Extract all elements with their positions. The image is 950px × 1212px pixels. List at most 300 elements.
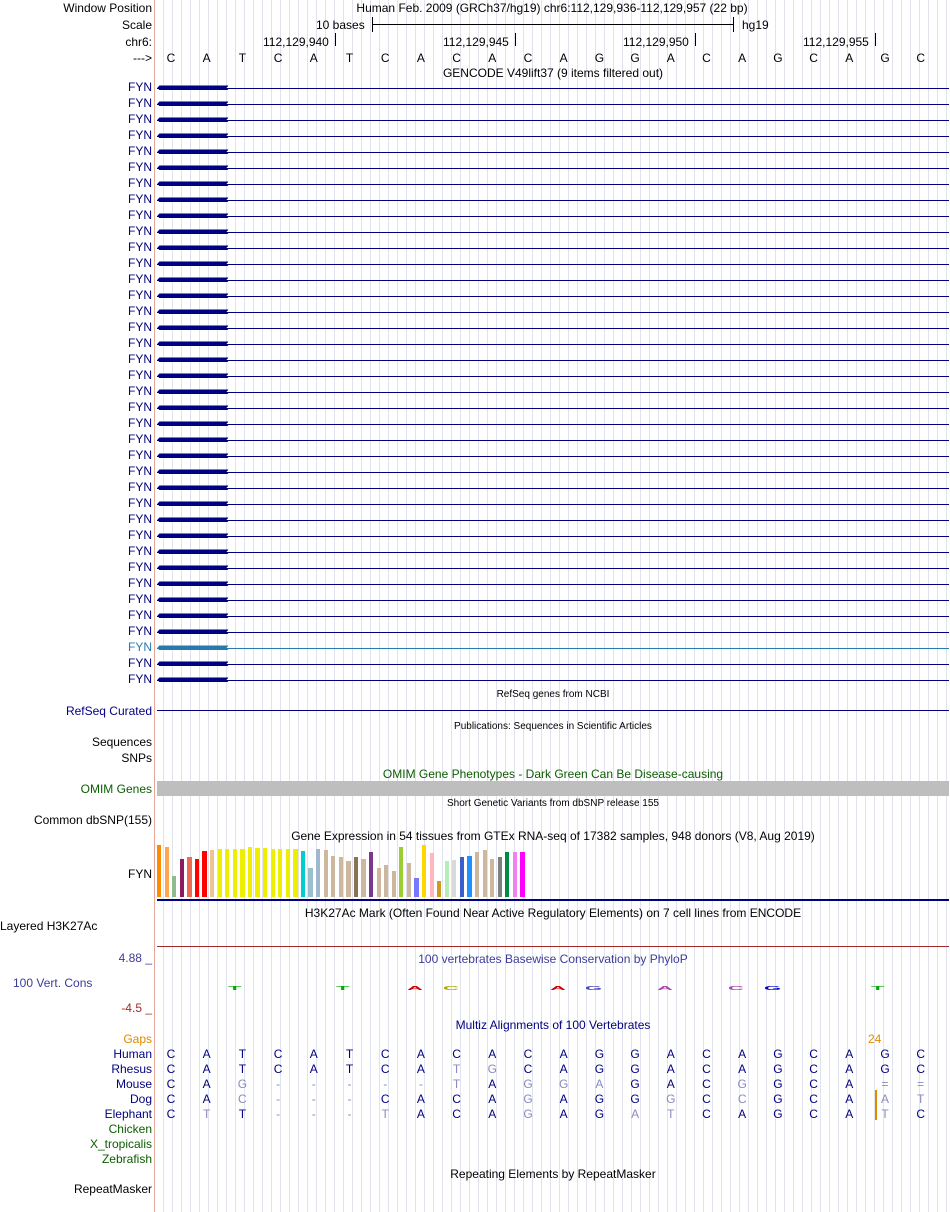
strand-arrows: ‹‹‹‹‹‹‹‹‹‹‹‹‹‹‹‹‹‹‹‹‹‹‹‹‹‹‹‹‹‹‹‹‹‹‹‹‹‹‹‹‹‹‹‹‹‹‹‹‹‹‹‹‹‹‹‹‹‹‹‹‹‹‹‹‹‹‹‹‹‹‹‹‹‹‹‹‹‹‹‹‹‹‹‹‹‹‹‹‹‹‹‹‹‹‹‹‹‹‹‹‹‹‹‹‹‹‹‹‹‹‹‹‹‹‹‹‹‹‹‹‹‹‹‹‹‹‹‹‹‹‹‹‹‹‹‹‹‹‹‹‹‹‹‹‹‹‹‹‹‹‹‹‹‹‹‹‹‹‹‹‹‹‹‹‹‹‹‹‹‹‹‹‹‹‹‹‹‹‹‹‹‹‹‹‹‹‹‹‹‹‹‹‹‹‹‹‹‹‹‹‹‹‹‹‹‹‹‹‹‹‹‹‹‹‹‹‹‹‹‹‹‹‹‹‹‹‹‹‹‹‹‹‹‹‹‹‹‹‹‹‹‹‹‹‹‹‹‹‹‹‹‹‹‹‹‹‹‹‹‹ xyxy=(157,226,226,238)
gencode-transcript[interactable] xyxy=(157,417,949,433)
gtex-tissue-bar[interactable] xyxy=(414,878,418,897)
gtex-tissue-bar[interactable] xyxy=(467,856,471,897)
gencode-transcript[interactable] xyxy=(157,577,949,593)
gencode-transcript[interactable] xyxy=(157,529,949,545)
base-letter: A xyxy=(488,51,497,65)
gencode-row-label[interactable]: FYN xyxy=(128,80,152,94)
aligned-base: = xyxy=(917,1077,925,1091)
gencode-transcript[interactable] xyxy=(157,385,949,401)
phylop-logo-letter: A xyxy=(549,985,566,992)
dbsnp-track-title[interactable]: Short Genetic Variants from dbSNP release 155 xyxy=(447,798,659,809)
aligned-base: C xyxy=(380,1092,390,1106)
gencode-row-label[interactable]: FYN xyxy=(128,576,152,590)
refseq-curated-label[interactable]: RefSeq Curated xyxy=(65,704,152,718)
aligned-base: C xyxy=(809,1077,818,1091)
gencode-row-label[interactable]: FYN xyxy=(128,176,152,190)
gtex-tissue-bar[interactable] xyxy=(225,849,229,897)
gencode-transcript[interactable] xyxy=(157,353,949,369)
gencode-row-label[interactable]: FYN xyxy=(128,352,152,366)
strand-arrows: ‹‹‹‹‹‹‹‹‹‹‹‹‹‹‹‹‹‹‹‹‹‹‹‹‹‹‹‹‹‹‹‹‹‹‹‹‹‹‹‹‹‹‹‹‹‹‹‹‹‹‹‹‹‹‹‹‹‹‹‹‹‹‹‹‹‹‹‹‹‹‹‹‹‹‹‹‹‹‹‹‹‹‹‹‹‹‹‹‹‹‹‹‹‹‹‹‹‹‹‹‹‹‹‹‹‹‹‹‹‹‹‹‹‹‹‹‹‹‹‹‹‹‹‹‹‹‹‹‹‹‹‹‹‹‹‹‹‹‹‹‹‹‹‹‹‹‹‹‹‹‹‹‹‹‹‹‹‹‹‹‹‹‹‹‹‹‹‹‹‹‹‹‹‹‹‹‹‹‹‹‹‹‹‹‹‹‹‹‹‹‹‹‹‹‹‹‹‹‹‹‹‹‹‹‹‹‹‹‹‹‹‹‹‹‹‹‹‹‹‹‹‹‹‹‹‹‹‹‹‹‹‹‹‹‹‹‹‹‹‹‹‹‹‹‹‹‹‹‹‹‹‹‹‹‹‹‹‹‹‹ xyxy=(157,242,226,254)
scale-label: Scale xyxy=(121,18,152,32)
base-letter: A xyxy=(738,51,747,65)
aligned-base: T xyxy=(881,1107,889,1121)
gtex-tissue-bar[interactable] xyxy=(399,847,403,897)
gtex-tissue-bar[interactable] xyxy=(430,853,434,897)
base-letter: C xyxy=(702,51,711,65)
phylop-logo-letter: C xyxy=(442,985,459,992)
gtex-tissue-bar[interactable] xyxy=(445,861,449,897)
aligned-base: T xyxy=(238,1062,247,1076)
gencode-row-label[interactable]: FYN xyxy=(128,192,152,206)
aligned-base: T xyxy=(381,1107,389,1121)
aligned-base: T xyxy=(238,1047,247,1061)
phylop-logo-letter: C xyxy=(728,985,745,992)
aligned-base: T xyxy=(203,1107,211,1121)
aligned-base: A xyxy=(488,1107,497,1121)
gencode-row-label[interactable]: FYN xyxy=(128,256,152,270)
gencode-transcript[interactable] xyxy=(157,81,949,97)
aligned-base: G xyxy=(487,1062,497,1076)
aligned-base: T xyxy=(345,1047,354,1061)
gtex-tissue-bar[interactable] xyxy=(346,861,350,897)
aligned-base: - xyxy=(418,1077,423,1091)
gencode-row-label[interactable]: FYN xyxy=(128,416,152,430)
gtex-tissue-bar[interactable] xyxy=(172,876,176,897)
aligned-base: G xyxy=(630,1047,640,1061)
gencode-row-label[interactable]: FYN xyxy=(128,288,152,302)
gtex-tissue-bar[interactable] xyxy=(475,852,479,897)
gtex-tissue-bar[interactable] xyxy=(377,868,381,897)
aligned-base: C xyxy=(702,1092,711,1106)
strand-arrows: ‹‹‹‹‹‹‹‹‹‹‹‹‹‹‹‹‹‹‹‹‹‹‹‹‹‹‹‹‹‹‹‹‹‹‹‹‹‹‹‹‹‹‹‹‹‹‹‹‹‹‹‹‹‹‹‹‹‹‹‹‹‹‹‹‹‹‹‹‹‹‹‹‹‹‹‹‹‹‹‹‹‹‹‹‹‹‹‹‹‹‹‹‹‹‹‹‹‹‹‹‹‹‹‹‹‹‹‹‹‹‹‹‹‹‹‹‹‹‹‹‹‹‹‹‹‹‹‹‹‹‹‹‹‹‹‹‹‹‹‹‹‹‹‹‹‹‹‹‹‹‹‹‹‹‹‹‹‹‹‹‹‹‹‹‹‹‹‹‹‹‹‹‹‹‹‹‹‹‹‹‹‹‹‹‹‹‹‹‹‹‹‹‹‹‹‹‹‹‹‹‹‹‹‹‹‹‹‹‹‹‹‹‹‹‹‹‹‹‹‹‹‹‹‹‹‹‹‹‹‹‹‹‹‹‹‹‹‹‹‹‹‹‹‹‹‹‹‹‹‹‹‹‹‹‹‹‹‹‹‹ xyxy=(157,610,226,622)
species-label[interactable]: Zebrafish xyxy=(101,1152,152,1166)
scale-bar-right-tick xyxy=(733,17,734,32)
aligned-base: C xyxy=(380,1062,390,1076)
aligned-base: C xyxy=(737,1092,747,1106)
gtex-tissue-bar[interactable] xyxy=(407,863,411,897)
aligned-base: C xyxy=(916,1107,926,1121)
gtex-tissue-bar[interactable] xyxy=(361,859,365,897)
aligned-base: G xyxy=(630,1062,640,1076)
strand-arrows: ‹‹‹‹‹‹‹‹‹‹‹‹‹‹‹‹‹‹‹‹‹‹‹‹‹‹‹‹‹‹‹‹‹‹‹‹‹‹‹‹‹‹‹‹‹‹‹‹‹‹‹‹‹‹‹‹‹‹‹‹‹‹‹‹‹‹‹‹‹‹‹‹‹‹‹‹‹‹‹‹‹‹‹‹‹‹‹‹‹‹‹‹‹‹‹‹‹‹‹‹‹‹‹‹‹‹‹‹‹‹‹‹‹‹‹‹‹‹‹‹‹‹‹‹‹‹‹‹‹‹‹‹‹‹‹‹‹‹‹‹‹‹‹‹‹‹‹‹‹‹‹‹‹‹‹‹‹‹‹‹‹‹‹‹‹‹‹‹‹‹‹‹‹‹‹‹‹‹‹‹‹‹‹‹‹‹‹‹‹‹‹‹‹‹‹‹‹‹‹‹‹‹‹‹‹‹‹‹‹‹‹‹‹‹‹‹‹‹‹‹‹‹‹‹‹‹‹‹‹‹‹‹‹‹‹‹‹‹‹‹‹‹‹‹‹‹‹‹‹‹‹‹‹‹‹‹‹‹‹‹ xyxy=(157,82,226,94)
aligned-base: C xyxy=(452,1047,461,1061)
gtex-tissue-bar[interactable] xyxy=(452,860,456,897)
aligned-base: C xyxy=(166,1107,176,1121)
gencode-transcript[interactable] xyxy=(157,145,949,161)
gtex-tissue-bar[interactable] xyxy=(195,859,199,897)
strand-arrows: ‹‹‹‹‹‹‹‹‹‹‹‹‹‹‹‹‹‹‹‹‹‹‹‹‹‹‹‹‹‹‹‹‹‹‹‹‹‹‹‹‹‹‹‹‹‹‹‹‹‹‹‹‹‹‹‹‹‹‹‹‹‹‹‹‹‹‹‹‹‹‹‹‹‹‹‹‹‹‹‹‹‹‹‹‹‹‹‹‹‹‹‹‹‹‹‹‹‹‹‹‹‹‹‹‹‹‹‹‹‹‹‹‹‹‹‹‹‹‹‹‹‹‹‹‹‹‹‹‹‹‹‹‹‹‹‹‹‹‹‹‹‹‹‹‹‹‹‹‹‹‹‹‹‹‹‹‹‹‹‹‹‹‹‹‹‹‹‹‹‹‹‹‹‹‹‹‹‹‹‹‹‹‹‹‹‹‹‹‹‹‹‹‹‹‹‹‹‹‹‹‹‹‹‹‹‹‹‹‹‹‹‹‹‹‹‹‹‹‹‹‹‹‹‹‹‹‹‹‹‹‹‹‹‹‹‹‹‹‹‹‹‹‹‹‹‹‹‹‹‹‹‹‹‹‹‹‹‹‹‹ xyxy=(157,146,226,158)
gencode-transcript[interactable] xyxy=(157,209,949,225)
aligned-base: C xyxy=(166,1077,176,1091)
gtex-tissue-bar[interactable] xyxy=(392,871,396,897)
aligned-base: A xyxy=(631,1107,640,1121)
gencode-row-label[interactable]: FYN xyxy=(128,528,152,542)
gtex-tissue-bar[interactable] xyxy=(505,852,509,897)
gencode-transcript[interactable] xyxy=(157,177,949,193)
strand-arrows: ‹‹‹‹‹‹‹‹‹‹‹‹‹‹‹‹‹‹‹‹‹‹‹‹‹‹‹‹‹‹‹‹‹‹‹‹‹‹‹‹‹‹‹‹‹‹‹‹‹‹‹‹‹‹‹‹‹‹‹‹‹‹‹‹‹‹‹‹‹‹‹‹‹‹‹‹‹‹‹‹‹‹‹‹‹‹‹‹‹‹‹‹‹‹‹‹‹‹‹‹‹‹‹‹‹‹‹‹‹‹‹‹‹‹‹‹‹‹‹‹‹‹‹‹‹‹‹‹‹‹‹‹‹‹‹‹‹‹‹‹‹‹‹‹‹‹‹‹‹‹‹‹‹‹‹‹‹‹‹‹‹‹‹‹‹‹‹‹‹‹‹‹‹‹‹‹‹‹‹‹‹‹‹‹‹‹‹‹‹‹‹‹‹‹‹‹‹‹‹‹‹‹‹‹‹‹‹‹‹‹‹‹‹‹‹‹‹‹‹‹‹‹‹‹‹‹‹‹‹‹‹‹‹‹‹‹‹‹‹‹‹‹‹‹‹‹‹‹‹‹‹‹‹‹‹‹‹‹‹‹ xyxy=(157,402,226,414)
position-tick-1 xyxy=(335,33,336,46)
gtex-tissue-bar[interactable] xyxy=(187,857,191,897)
aligned-base: - xyxy=(311,1107,316,1121)
gtex-tissue-bar[interactable] xyxy=(301,851,305,897)
gencode-row-label[interactable]: FYN xyxy=(128,592,152,606)
h3k27ac-track-title[interactable]: H3K27Ac Mark (Often Found Near Active Regulatory Elements) on 7 cell lines from ENCODE xyxy=(304,906,802,920)
gencode-row-label[interactable]: FYN xyxy=(128,480,152,494)
gtex-tissue-bar[interactable] xyxy=(255,848,259,897)
aligned-base: C xyxy=(166,1092,176,1106)
phylop-track-label[interactable]: 100 Vert. Cons xyxy=(13,976,93,990)
gtex-tissue-bar[interactable] xyxy=(248,847,252,897)
aligned-base: G xyxy=(559,1077,569,1091)
gencode-transcript[interactable] xyxy=(157,289,949,305)
gencode-transcript[interactable] xyxy=(157,305,949,321)
strand-arrows: ‹‹‹‹‹‹‹‹‹‹‹‹‹‹‹‹‹‹‹‹‹‹‹‹‹‹‹‹‹‹‹‹‹‹‹‹‹‹‹‹‹‹‹‹‹‹‹‹‹‹‹‹‹‹‹‹‹‹‹‹‹‹‹‹‹‹‹‹‹‹‹‹‹‹‹‹‹‹‹‹‹‹‹‹‹‹‹‹‹‹‹‹‹‹‹‹‹‹‹‹‹‹‹‹‹‹‹‹‹‹‹‹‹‹‹‹‹‹‹‹‹‹‹‹‹‹‹‹‹‹‹‹‹‹‹‹‹‹‹‹‹‹‹‹‹‹‹‹‹‹‹‹‹‹‹‹‹‹‹‹‹‹‹‹‹‹‹‹‹‹‹‹‹‹‹‹‹‹‹‹‹‹‹‹‹‹‹‹‹‹‹‹‹‹‹‹‹‹‹‹‹‹‹‹‹‹‹‹‹‹‹‹‹‹‹‹‹‹‹‹‹‹‹‹‹‹‹‹‹‹‹‹‹‹‹‹‹‹‹‹‹‹‹‹‹‹‹‹‹‹‹‹‹‹‹‹‹‹‹‹ xyxy=(157,338,226,350)
aligned-base: A xyxy=(202,1092,211,1106)
strand-arrows: ‹‹‹‹‹‹‹‹‹‹‹‹‹‹‹‹‹‹‹‹‹‹‹‹‹‹‹‹‹‹‹‹‹‹‹‹‹‹‹‹‹‹‹‹‹‹‹‹‹‹‹‹‹‹‹‹‹‹‹‹‹‹‹‹‹‹‹‹‹‹‹‹‹‹‹‹‹‹‹‹‹‹‹‹‹‹‹‹‹‹‹‹‹‹‹‹‹‹‹‹‹‹‹‹‹‹‹‹‹‹‹‹‹‹‹‹‹‹‹‹‹‹‹‹‹‹‹‹‹‹‹‹‹‹‹‹‹‹‹‹‹‹‹‹‹‹‹‹‹‹‹‹‹‹‹‹‹‹‹‹‹‹‹‹‹‹‹‹‹‹‹‹‹‹‹‹‹‹‹‹‹‹‹‹‹‹‹‹‹‹‹‹‹‹‹‹‹‹‹‹‹‹‹‹‹‹‹‹‹‹‹‹‹‹‹‹‹‹‹‹‹‹‹‹‹‹‹‹‹‹‹‹‹‹‹‹‹‹‹‹‹‹‹‹‹‹‹‹‹‹‹‹‹‹‹‹‹‹‹‹ xyxy=(157,578,226,590)
gencode-row-label[interactable]: FYN xyxy=(128,304,152,318)
aligned-base: - xyxy=(347,1107,352,1121)
aligned-base: A xyxy=(559,1107,568,1121)
base-letter: C xyxy=(809,51,818,65)
strand-arrows: ‹‹‹‹‹‹‹‹‹‹‹‹‹‹‹‹‹‹‹‹‹‹‹‹‹‹‹‹‹‹‹‹‹‹‹‹‹‹‹‹‹‹‹‹‹‹‹‹‹‹‹‹‹‹‹‹‹‹‹‹‹‹‹‹‹‹‹‹‹‹‹‹‹‹‹‹‹‹‹‹‹‹‹‹‹‹‹‹‹‹‹‹‹‹‹‹‹‹‹‹‹‹‹‹‹‹‹‹‹‹‹‹‹‹‹‹‹‹‹‹‹‹‹‹‹‹‹‹‹‹‹‹‹‹‹‹‹‹‹‹‹‹‹‹‹‹‹‹‹‹‹‹‹‹‹‹‹‹‹‹‹‹‹‹‹‹‹‹‹‹‹‹‹‹‹‹‹‹‹‹‹‹‹‹‹‹‹‹‹‹‹‹‹‹‹‹‹‹‹‹‹‹‹‹‹‹‹‹‹‹‹‹‹‹‹‹‹‹‹‹‹‹‹‹‹‹‹‹‹‹‹‹‹‹‹‹‹‹‹‹‹‹‹‹‹‹‹‹‹‹‹‹‹‹‹‹‹‹‹‹ xyxy=(157,562,226,574)
gtex-tissue-bar[interactable] xyxy=(240,849,244,897)
aligned-base: A xyxy=(416,1107,425,1121)
gtex-tissue-bar[interactable] xyxy=(384,865,388,897)
gencode-transcript[interactable] xyxy=(157,401,949,417)
gencode-row-label[interactable]: FYN xyxy=(128,368,152,382)
aligned-base: G xyxy=(594,1047,605,1061)
strand-arrows: ‹‹‹‹‹‹‹‹‹‹‹‹‹‹‹‹‹‹‹‹‹‹‹‹‹‹‹‹‹‹‹‹‹‹‹‹‹‹‹‹‹‹‹‹‹‹‹‹‹‹‹‹‹‹‹‹‹‹‹‹‹‹‹‹‹‹‹‹‹‹‹‹‹‹‹‹‹‹‹‹‹‹‹‹‹‹‹‹‹‹‹‹‹‹‹‹‹‹‹‹‹‹‹‹‹‹‹‹‹‹‹‹‹‹‹‹‹‹‹‹‹‹‹‹‹‹‹‹‹‹‹‹‹‹‹‹‹‹‹‹‹‹‹‹‹‹‹‹‹‹‹‹‹‹‹‹‹‹‹‹‹‹‹‹‹‹‹‹‹‹‹‹‹‹‹‹‹‹‹‹‹‹‹‹‹‹‹‹‹‹‹‹‹‹‹‹‹‹‹‹‹‹‹‹‹‹‹‹‹‹‹‹‹‹‹‹‹‹‹‹‹‹‹‹‹‹‹‹‹‹‹‹‹‹‹‹‹‹‹‹‹‹‹‹‹‹‹‹‹‹‹‹‹‹‹‹‹‹‹‹ xyxy=(157,450,226,462)
aligned-base: G xyxy=(773,1077,783,1091)
gencode-row-label[interactable]: FYN xyxy=(128,384,152,398)
aligned-base: A xyxy=(488,1047,497,1061)
aligned-base: A xyxy=(666,1047,675,1061)
phylop-logo-letter: G xyxy=(585,985,603,992)
gencode-transcript[interactable] xyxy=(157,273,949,289)
gencode-transcript[interactable] xyxy=(157,369,949,385)
base-letter: C xyxy=(916,51,926,65)
gtex-tissue-bar[interactable] xyxy=(422,845,426,897)
strand-arrows: ‹‹‹‹‹‹‹‹‹‹‹‹‹‹‹‹‹‹‹‹‹‹‹‹‹‹‹‹‹‹‹‹‹‹‹‹‹‹‹‹‹‹‹‹‹‹‹‹‹‹‹‹‹‹‹‹‹‹‹‹‹‹‹‹‹‹‹‹‹‹‹‹‹‹‹‹‹‹‹‹‹‹‹‹‹‹‹‹‹‹‹‹‹‹‹‹‹‹‹‹‹‹‹‹‹‹‹‹‹‹‹‹‹‹‹‹‹‹‹‹‹‹‹‹‹‹‹‹‹‹‹‹‹‹‹‹‹‹‹‹‹‹‹‹‹‹‹‹‹‹‹‹‹‹‹‹‹‹‹‹‹‹‹‹‹‹‹‹‹‹‹‹‹‹‹‹‹‹‹‹‹‹‹‹‹‹‹‹‹‹‹‹‹‹‹‹‹‹‹‹‹‹‹‹‹‹‹‹‹‹‹‹‹‹‹‹‹‹‹‹‹‹‹‹‹‹‹‹‹‹‹‹‹‹‹‹‹‹‹‹‹‹‹‹‹‹‹‹‹‹‹‹‹‹‹‹‹‹‹‹ xyxy=(157,162,226,174)
gencode-row-label[interactable]: FYN xyxy=(128,640,152,654)
gencode-transcript[interactable] xyxy=(157,433,949,449)
gencode-row-label[interactable]: FYN xyxy=(128,624,152,638)
strand-arrows: ‹‹‹‹‹‹‹‹‹‹‹‹‹‹‹‹‹‹‹‹‹‹‹‹‹‹‹‹‹‹‹‹‹‹‹‹‹‹‹‹‹‹‹‹‹‹‹‹‹‹‹‹‹‹‹‹‹‹‹‹‹‹‹‹‹‹‹‹‹‹‹‹‹‹‹‹‹‹‹‹‹‹‹‹‹‹‹‹‹‹‹‹‹‹‹‹‹‹‹‹‹‹‹‹‹‹‹‹‹‹‹‹‹‹‹‹‹‹‹‹‹‹‹‹‹‹‹‹‹‹‹‹‹‹‹‹‹‹‹‹‹‹‹‹‹‹‹‹‹‹‹‹‹‹‹‹‹‹‹‹‹‹‹‹‹‹‹‹‹‹‹‹‹‹‹‹‹‹‹‹‹‹‹‹‹‹‹‹‹‹‹‹‹‹‹‹‹‹‹‹‹‹‹‹‹‹‹‹‹‹‹‹‹‹‹‹‹‹‹‹‹‹‹‹‹‹‹‹‹‹‹‹‹‹‹‹‹‹‹‹‹‹‹‹‹‹‹‹‹‹‹‹‹‹‹‹‹‹‹‹ xyxy=(157,514,226,526)
publications-sequences-label[interactable]: Sequences xyxy=(91,735,152,749)
gtex-tissue-bar[interactable] xyxy=(339,857,343,897)
gencode-row-label[interactable]: FYN xyxy=(128,224,152,238)
gencode-row-label[interactable]: FYN xyxy=(128,272,152,286)
gencode-row-label[interactable]: FYN xyxy=(128,448,152,462)
gencode-row-label[interactable]: FYN xyxy=(128,656,152,670)
gaps-value: 24 xyxy=(868,1032,882,1046)
gencode-track-title[interactable]: GENCODE V49lift37 (9 items filtered out) xyxy=(442,66,664,80)
repeatmasker-track-title[interactable]: Repeating Elements by RepeatMasker xyxy=(450,1167,656,1181)
aligned-base: T xyxy=(238,1107,247,1121)
aligned-base: - xyxy=(347,1077,352,1091)
base-letter: C xyxy=(452,51,461,65)
gencode-row-label[interactable]: FYN xyxy=(128,400,152,414)
aligned-base: C xyxy=(380,1047,390,1061)
gencode-row-label[interactable]: FYN xyxy=(128,128,152,142)
phylop-logo-letter: T xyxy=(871,985,885,992)
gencode-transcript[interactable] xyxy=(157,129,949,145)
gtex-tissue-bar[interactable] xyxy=(233,849,237,897)
common-dbsnp-label[interactable]: Common dbSNP(155) xyxy=(33,813,152,827)
sidebar-separator xyxy=(154,0,155,1212)
aligned-base: G xyxy=(594,1062,605,1076)
aligned-base: A xyxy=(488,1092,497,1106)
base-letter: G xyxy=(630,51,640,65)
gencode-row-label[interactable]: FYN xyxy=(128,96,152,110)
aligned-base: T xyxy=(452,1077,461,1091)
aligned-base: - xyxy=(311,1092,316,1106)
omim-gene-bar[interactable] xyxy=(157,781,949,796)
gencode-row-label[interactable]: FYN xyxy=(128,160,152,174)
aligned-base: C xyxy=(166,1062,176,1076)
aligned-base: A xyxy=(559,1092,568,1106)
gencode-transcript[interactable] xyxy=(157,545,949,561)
gtex-tissue-bar[interactable] xyxy=(271,849,275,897)
aligned-base: G xyxy=(773,1107,783,1121)
aligned-base: T xyxy=(345,1062,354,1076)
gtex-tissue-bar[interactable] xyxy=(331,856,335,897)
h3k27ac-signal-baseline xyxy=(157,946,949,947)
strand-arrows: ‹‹‹‹‹‹‹‹‹‹‹‹‹‹‹‹‹‹‹‹‹‹‹‹‹‹‹‹‹‹‹‹‹‹‹‹‹‹‹‹‹‹‹‹‹‹‹‹‹‹‹‹‹‹‹‹‹‹‹‹‹‹‹‹‹‹‹‹‹‹‹‹‹‹‹‹‹‹‹‹‹‹‹‹‹‹‹‹‹‹‹‹‹‹‹‹‹‹‹‹‹‹‹‹‹‹‹‹‹‹‹‹‹‹‹‹‹‹‹‹‹‹‹‹‹‹‹‹‹‹‹‹‹‹‹‹‹‹‹‹‹‹‹‹‹‹‹‹‹‹‹‹‹‹‹‹‹‹‹‹‹‹‹‹‹‹‹‹‹‹‹‹‹‹‹‹‹‹‹‹‹‹‹‹‹‹‹‹‹‹‹‹‹‹‹‹‹‹‹‹‹‹‹‹‹‹‹‹‹‹‹‹‹‹‹‹‹‹‹‹‹‹‹‹‹‹‹‹‹‹‹‹‹‹‹‹‹‹‹‹‹‹‹‹‹‹‹‹‹‹‹‹‹‹‹‹‹‹‹‹ xyxy=(157,114,226,126)
aligned-base: C xyxy=(452,1107,461,1121)
aligned-base: A xyxy=(845,1047,854,1061)
gencode-transcript[interactable] xyxy=(157,193,949,209)
strand-arrows: ‹‹‹‹‹‹‹‹‹‹‹‹‹‹‹‹‹‹‹‹‹‹‹‹‹‹‹‹‹‹‹‹‹‹‹‹‹‹‹‹‹‹‹‹‹‹‹‹‹‹‹‹‹‹‹‹‹‹‹‹‹‹‹‹‹‹‹‹‹‹‹‹‹‹‹‹‹‹‹‹‹‹‹‹‹‹‹‹‹‹‹‹‹‹‹‹‹‹‹‹‹‹‹‹‹‹‹‹‹‹‹‹‹‹‹‹‹‹‹‹‹‹‹‹‹‹‹‹‹‹‹‹‹‹‹‹‹‹‹‹‹‹‹‹‹‹‹‹‹‹‹‹‹‹‹‹‹‹‹‹‹‹‹‹‹‹‹‹‹‹‹‹‹‹‹‹‹‹‹‹‹‹‹‹‹‹‹‹‹‹‹‹‹‹‹‹‹‹‹‹‹‹‹‹‹‹‹‹‹‹‹‹‹‹‹‹‹‹‹‹‹‹‹‹‹‹‹‹‹‹‹‹‹‹‹‹‹‹‹‹‹‹‹‹‹‹‹‹‹‹‹‹‹‹‹‹‹‹‹‹ xyxy=(157,674,226,686)
aligned-base: - xyxy=(311,1077,316,1091)
gtex-tissue-bar[interactable] xyxy=(218,849,222,897)
strand-arrows: ‹‹‹‹‹‹‹‹‹‹‹‹‹‹‹‹‹‹‹‹‹‹‹‹‹‹‹‹‹‹‹‹‹‹‹‹‹‹‹‹‹‹‹‹‹‹‹‹‹‹‹‹‹‹‹‹‹‹‹‹‹‹‹‹‹‹‹‹‹‹‹‹‹‹‹‹‹‹‹‹‹‹‹‹‹‹‹‹‹‹‹‹‹‹‹‹‹‹‹‹‹‹‹‹‹‹‹‹‹‹‹‹‹‹‹‹‹‹‹‹‹‹‹‹‹‹‹‹‹‹‹‹‹‹‹‹‹‹‹‹‹‹‹‹‹‹‹‹‹‹‹‹‹‹‹‹‹‹‹‹‹‹‹‹‹‹‹‹‹‹‹‹‹‹‹‹‹‹‹‹‹‹‹‹‹‹‹‹‹‹‹‹‹‹‹‹‹‹‹‹‹‹‹‹‹‹‹‹‹‹‹‹‹‹‹‹‹‹‹‹‹‹‹‹‹‹‹‹‹‹‹‹‹‹‹‹‹‹‹‹‹‹‹‹‹‹‹‹‹‹‹‹‹‹‹‹‹‹‹‹ xyxy=(157,482,226,494)
strand-arrows: ‹‹‹‹‹‹‹‹‹‹‹‹‹‹‹‹‹‹‹‹‹‹‹‹‹‹‹‹‹‹‹‹‹‹‹‹‹‹‹‹‹‹‹‹‹‹‹‹‹‹‹‹‹‹‹‹‹‹‹‹‹‹‹‹‹‹‹‹‹‹‹‹‹‹‹‹‹‹‹‹‹‹‹‹‹‹‹‹‹‹‹‹‹‹‹‹‹‹‹‹‹‹‹‹‹‹‹‹‹‹‹‹‹‹‹‹‹‹‹‹‹‹‹‹‹‹‹‹‹‹‹‹‹‹‹‹‹‹‹‹‹‹‹‹‹‹‹‹‹‹‹‹‹‹‹‹‹‹‹‹‹‹‹‹‹‹‹‹‹‹‹‹‹‹‹‹‹‹‹‹‹‹‹‹‹‹‹‹‹‹‹‹‹‹‹‹‹‹‹‹‹‹‹‹‹‹‹‹‹‹‹‹‹‹‹‹‹‹‹‹‹‹‹‹‹‹‹‹‹‹‹‹‹‹‹‹‹‹‹‹‹‹‹‹‹‹‹‹‹‹‹‹‹‹‹‹‹‹‹‹ xyxy=(157,546,226,558)
aligned-base: A xyxy=(845,1062,854,1076)
gencode-transcript[interactable] xyxy=(157,161,949,177)
gencode-row-label[interactable]: FYN xyxy=(128,240,152,254)
aligned-base: A xyxy=(488,1077,497,1091)
base-letter: T xyxy=(345,51,354,65)
strand-arrows: ‹‹‹‹‹‹‹‹‹‹‹‹‹‹‹‹‹‹‹‹‹‹‹‹‹‹‹‹‹‹‹‹‹‹‹‹‹‹‹‹‹‹‹‹‹‹‹‹‹‹‹‹‹‹‹‹‹‹‹‹‹‹‹‹‹‹‹‹‹‹‹‹‹‹‹‹‹‹‹‹‹‹‹‹‹‹‹‹‹‹‹‹‹‹‹‹‹‹‹‹‹‹‹‹‹‹‹‹‹‹‹‹‹‹‹‹‹‹‹‹‹‹‹‹‹‹‹‹‹‹‹‹‹‹‹‹‹‹‹‹‹‹‹‹‹‹‹‹‹‹‹‹‹‹‹‹‹‹‹‹‹‹‹‹‹‹‹‹‹‹‹‹‹‹‹‹‹‹‹‹‹‹‹‹‹‹‹‹‹‹‹‹‹‹‹‹‹‹‹‹‹‹‹‹‹‹‹‹‹‹‹‹‹‹‹‹‹‹‹‹‹‹‹‹‹‹‹‹‹‹‹‹‹‹‹‹‹‹‹‹‹‹‹‹‹‹‹‹‹‹‹‹‹‹‹‹‹‹‹‹ xyxy=(157,626,226,638)
gencode-row-label[interactable]: FYN xyxy=(128,544,152,558)
gencode-transcript[interactable] xyxy=(157,593,949,609)
base-letter: A xyxy=(559,51,568,65)
gtex-tissue-bar[interactable] xyxy=(513,852,517,897)
gtex-tissue-bar[interactable] xyxy=(369,852,373,897)
gtex-tissue-bar[interactable] xyxy=(316,849,320,897)
species-label[interactable]: Chicken xyxy=(108,1122,152,1136)
gaps-label: Gaps xyxy=(123,1032,152,1046)
gencode-transcript[interactable] xyxy=(157,321,949,337)
aligned-base: G xyxy=(737,1077,747,1091)
strand-arrows: ‹‹‹‹‹‹‹‹‹‹‹‹‹‹‹‹‹‹‹‹‹‹‹‹‹‹‹‹‹‹‹‹‹‹‹‹‹‹‹‹‹‹‹‹‹‹‹‹‹‹‹‹‹‹‹‹‹‹‹‹‹‹‹‹‹‹‹‹‹‹‹‹‹‹‹‹‹‹‹‹‹‹‹‹‹‹‹‹‹‹‹‹‹‹‹‹‹‹‹‹‹‹‹‹‹‹‹‹‹‹‹‹‹‹‹‹‹‹‹‹‹‹‹‹‹‹‹‹‹‹‹‹‹‹‹‹‹‹‹‹‹‹‹‹‹‹‹‹‹‹‹‹‹‹‹‹‹‹‹‹‹‹‹‹‹‹‹‹‹‹‹‹‹‹‹‹‹‹‹‹‹‹‹‹‹‹‹‹‹‹‹‹‹‹‹‹‹‹‹‹‹‹‹‹‹‹‹‹‹‹‹‹‹‹‹‹‹‹‹‹‹‹‹‹‹‹‹‹‹‹‹‹‹‹‹‹‹‹‹‹‹‹‹‹‹‹‹‹‹‹‹‹‹‹‹‹‹‹‹‹ xyxy=(157,98,226,110)
gencode-transcript[interactable] xyxy=(157,513,949,529)
gtex-tissue-bar[interactable] xyxy=(437,881,441,897)
gencode-transcript[interactable] xyxy=(157,497,949,513)
gencode-row-label[interactable]: FYN xyxy=(128,208,152,222)
strand-arrows: ‹‹‹‹‹‹‹‹‹‹‹‹‹‹‹‹‹‹‹‹‹‹‹‹‹‹‹‹‹‹‹‹‹‹‹‹‹‹‹‹‹‹‹‹‹‹‹‹‹‹‹‹‹‹‹‹‹‹‹‹‹‹‹‹‹‹‹‹‹‹‹‹‹‹‹‹‹‹‹‹‹‹‹‹‹‹‹‹‹‹‹‹‹‹‹‹‹‹‹‹‹‹‹‹‹‹‹‹‹‹‹‹‹‹‹‹‹‹‹‹‹‹‹‹‹‹‹‹‹‹‹‹‹‹‹‹‹‹‹‹‹‹‹‹‹‹‹‹‹‹‹‹‹‹‹‹‹‹‹‹‹‹‹‹‹‹‹‹‹‹‹‹‹‹‹‹‹‹‹‹‹‹‹‹‹‹‹‹‹‹‹‹‹‹‹‹‹‹‹‹‹‹‹‹‹‹‹‹‹‹‹‹‹‹‹‹‹‹‹‹‹‹‹‹‹‹‹‹‹‹‹‹‹‹‹‹‹‹‹‹‹‹‹‹‹‹‹‹‹‹‹‹‹‹‹‹‹‹‹‹ xyxy=(157,322,226,334)
aligned-base: G xyxy=(523,1077,533,1091)
aligned-base: C xyxy=(809,1107,818,1121)
aligned-base: C xyxy=(523,1062,533,1076)
aligned-base: C xyxy=(523,1047,533,1061)
refseq-curated-feature[interactable] xyxy=(157,710,949,711)
aligned-base: A xyxy=(738,1107,747,1121)
strand-arrows: ‹‹‹‹‹‹‹‹‹‹‹‹‹‹‹‹‹‹‹‹‹‹‹‹‹‹‹‹‹‹‹‹‹‹‹‹‹‹‹‹‹‹‹‹‹‹‹‹‹‹‹‹‹‹‹‹‹‹‹‹‹‹‹‹‹‹‹‹‹‹‹‹‹‹‹‹‹‹‹‹‹‹‹‹‹‹‹‹‹‹‹‹‹‹‹‹‹‹‹‹‹‹‹‹‹‹‹‹‹‹‹‹‹‹‹‹‹‹‹‹‹‹‹‹‹‹‹‹‹‹‹‹‹‹‹‹‹‹‹‹‹‹‹‹‹‹‹‹‹‹‹‹‹‹‹‹‹‹‹‹‹‹‹‹‹‹‹‹‹‹‹‹‹‹‹‹‹‹‹‹‹‹‹‹‹‹‹‹‹‹‹‹‹‹‹‹‹‹‹‹‹‹‹‹‹‹‹‹‹‹‹‹‹‹‹‹‹‹‹‹‹‹‹‹‹‹‹‹‹‹‹‹‹‹‹‹‹‹‹‹‹‹‹‹‹‹‹‹‹‹‹‹‹‹‹‹‹‹‹‹ xyxy=(157,658,226,670)
gencode-row-label[interactable]: FYN xyxy=(128,608,152,622)
gencode-transcript[interactable] xyxy=(157,449,949,465)
repeatmasker-label[interactable]: RepeatMasker xyxy=(73,1182,152,1196)
gencode-row-label[interactable]: FYN xyxy=(128,320,152,334)
aligned-base: A xyxy=(309,1047,318,1061)
species-label[interactable]: Rhesus xyxy=(111,1062,152,1076)
gencode-row-label[interactable]: FYN xyxy=(128,672,152,686)
gtex-tissue-bar[interactable] xyxy=(460,857,464,897)
aligned-base: C xyxy=(238,1092,247,1106)
aligned-base: G xyxy=(630,1077,640,1091)
gencode-row-label[interactable]: FYN xyxy=(128,112,152,126)
aligned-base: G xyxy=(237,1077,248,1091)
gtex-tissue-bar[interactable] xyxy=(157,845,161,897)
gencode-transcript[interactable] xyxy=(157,337,949,353)
gtex-tissue-bar[interactable] xyxy=(308,868,312,897)
gtex-tissue-bar[interactable] xyxy=(520,852,524,897)
gencode-row-label[interactable]: FYN xyxy=(128,496,152,510)
gencode-row-label[interactable]: FYN xyxy=(128,560,152,574)
gencode-transcript[interactable] xyxy=(157,481,949,497)
gtex-tissue-bar[interactable] xyxy=(180,859,184,897)
gencode-transcript[interactable] xyxy=(157,561,949,577)
gencode-transcript[interactable] xyxy=(157,241,949,257)
strand-arrows: ‹‹‹‹‹‹‹‹‹‹‹‹‹‹‹‹‹‹‹‹‹‹‹‹‹‹‹‹‹‹‹‹‹‹‹‹‹‹‹‹‹‹‹‹‹‹‹‹‹‹‹‹‹‹‹‹‹‹‹‹‹‹‹‹‹‹‹‹‹‹‹‹‹‹‹‹‹‹‹‹‹‹‹‹‹‹‹‹‹‹‹‹‹‹‹‹‹‹‹‹‹‹‹‹‹‹‹‹‹‹‹‹‹‹‹‹‹‹‹‹‹‹‹‹‹‹‹‹‹‹‹‹‹‹‹‹‹‹‹‹‹‹‹‹‹‹‹‹‹‹‹‹‹‹‹‹‹‹‹‹‹‹‹‹‹‹‹‹‹‹‹‹‹‹‹‹‹‹‹‹‹‹‹‹‹‹‹‹‹‹‹‹‹‹‹‹‹‹‹‹‹‹‹‹‹‹‹‹‹‹‹‹‹‹‹‹‹‹‹‹‹‹‹‹‹‹‹‹‹‹‹‹‹‹‹‹‹‹‹‹‹‹‹‹‹‹‹‹‹‹‹‹‹‹‹‹‹‹‹‹ xyxy=(157,258,226,270)
aligned-base: A xyxy=(202,1047,211,1061)
gtex-tissue-bar[interactable] xyxy=(483,850,487,897)
gencode-row-label[interactable]: FYN xyxy=(128,432,152,446)
layered-h3k27ac-label[interactable]: Layered H3K27Ac xyxy=(0,919,98,933)
gencode-transcript[interactable] xyxy=(157,113,949,129)
phylop-ymin-label: -4.5 _ xyxy=(121,1001,152,1015)
phylop-track-title[interactable]: 100 vertebrates Basewise Conservation by PhyloP xyxy=(418,952,688,966)
base-letter: C xyxy=(273,51,283,65)
gtex-tissue-bar[interactable] xyxy=(490,859,494,897)
omim-track-title[interactable]: OMIM Gene Phenotypes - Dark Green Can Be Disease-causing xyxy=(382,767,724,781)
gtex-tissue-bar[interactable] xyxy=(324,850,328,897)
scale-bar xyxy=(372,24,733,25)
aligned-base: G xyxy=(523,1092,533,1106)
gtex-tissue-bar[interactable] xyxy=(165,847,169,897)
gencode-row-label[interactable]: FYN xyxy=(128,512,152,526)
gtex-fyn-label[interactable]: FYN xyxy=(128,867,152,881)
aligned-base: C xyxy=(166,1047,176,1061)
aligned-base: C xyxy=(916,1062,926,1076)
species-label[interactable]: Mouse xyxy=(115,1077,152,1091)
chrom-label: chr6: xyxy=(125,35,152,49)
base-letter: C xyxy=(523,51,533,65)
gencode-transcript[interactable] xyxy=(157,609,949,625)
gtex-tissue-bar[interactable] xyxy=(263,848,267,897)
aligned-base: A xyxy=(559,1047,568,1061)
gencode-row-label[interactable]: FYN xyxy=(128,336,152,350)
species-label[interactable]: Dog xyxy=(129,1092,152,1106)
species-label[interactable]: Human xyxy=(113,1047,152,1061)
gtex-tissue-bar[interactable] xyxy=(498,857,502,897)
species-label[interactable]: Elephant xyxy=(104,1107,152,1121)
strand-arrows: ‹‹‹‹‹‹‹‹‹‹‹‹‹‹‹‹‹‹‹‹‹‹‹‹‹‹‹‹‹‹‹‹‹‹‹‹‹‹‹‹‹‹‹‹‹‹‹‹‹‹‹‹‹‹‹‹‹‹‹‹‹‹‹‹‹‹‹‹‹‹‹‹‹‹‹‹‹‹‹‹‹‹‹‹‹‹‹‹‹‹‹‹‹‹‹‹‹‹‹‹‹‹‹‹‹‹‹‹‹‹‹‹‹‹‹‹‹‹‹‹‹‹‹‹‹‹‹‹‹‹‹‹‹‹‹‹‹‹‹‹‹‹‹‹‹‹‹‹‹‹‹‹‹‹‹‹‹‹‹‹‹‹‹‹‹‹‹‹‹‹‹‹‹‹‹‹‹‹‹‹‹‹‹‹‹‹‹‹‹‹‹‹‹‹‹‹‹‹‹‹‹‹‹‹‹‹‹‹‹‹‹‹‹‹‹‹‹‹‹‹‹‹‹‹‹‹‹‹‹‹‹‹‹‹‹‹‹‹‹‹‹‹‹‹‹‹‹‹‹‹‹‹‹‹‹‹‹‹‹‹ xyxy=(157,370,226,382)
aligned-base: A xyxy=(202,1062,211,1076)
gencode-transcript[interactable] xyxy=(157,657,949,673)
aligned-base: - xyxy=(276,1107,281,1121)
base-letter: C xyxy=(166,51,176,65)
gencode-transcript[interactable] xyxy=(157,97,949,113)
aligned-base: C xyxy=(809,1092,818,1106)
position-label-1: 112,129,940 xyxy=(263,35,329,49)
gtex-tissue-bar[interactable] xyxy=(210,850,214,897)
aligned-base: - xyxy=(276,1077,281,1091)
aligned-base: G xyxy=(773,1092,783,1106)
gencode-transcript[interactable] xyxy=(157,641,949,657)
aligned-base: A xyxy=(595,1077,604,1091)
gtex-tissue-bar[interactable] xyxy=(293,849,297,897)
gtex-tissue-bar[interactable] xyxy=(202,851,206,897)
aligned-base: A xyxy=(738,1047,747,1061)
gencode-transcript[interactable] xyxy=(157,257,949,273)
aligned-base: = xyxy=(881,1077,889,1091)
omim-genes-label[interactable]: OMIM Genes xyxy=(80,782,152,796)
gtex-tissue-bar[interactable] xyxy=(354,857,358,897)
publications-snps-label[interactable]: SNPs xyxy=(121,751,152,765)
species-label[interactable]: X_tropicalis xyxy=(89,1137,152,1151)
strand-arrows: ‹‹‹‹‹‹‹‹‹‹‹‹‹‹‹‹‹‹‹‹‹‹‹‹‹‹‹‹‹‹‹‹‹‹‹‹‹‹‹‹‹‹‹‹‹‹‹‹‹‹‹‹‹‹‹‹‹‹‹‹‹‹‹‹‹‹‹‹‹‹‹‹‹‹‹‹‹‹‹‹‹‹‹‹‹‹‹‹‹‹‹‹‹‹‹‹‹‹‹‹‹‹‹‹‹‹‹‹‹‹‹‹‹‹‹‹‹‹‹‹‹‹‹‹‹‹‹‹‹‹‹‹‹‹‹‹‹‹‹‹‹‹‹‹‹‹‹‹‹‹‹‹‹‹‹‹‹‹‹‹‹‹‹‹‹‹‹‹‹‹‹‹‹‹‹‹‹‹‹‹‹‹‹‹‹‹‹‹‹‹‹‹‹‹‹‹‹‹‹‹‹‹‹‹‹‹‹‹‹‹‹‹‹‹‹‹‹‹‹‹‹‹‹‹‹‹‹‹‹‹‹‹‹‹‹‹‹‹‹‹‹‹‹‹‹‹‹‹‹‹‹‹‹‹‹‹‹‹‹‹ xyxy=(157,642,226,654)
gencode-transcript[interactable] xyxy=(157,625,949,641)
aligned-base: G xyxy=(594,1107,605,1121)
base-letter: C xyxy=(380,51,390,65)
gtex-track-title[interactable]: Gene Expression in 54 tissues from GTEx RNA-seq of 17382 samples, 948 donors (V8, Aug 2019) xyxy=(291,829,815,843)
gencode-transcript[interactable] xyxy=(157,465,949,481)
strand-arrows: ‹‹‹‹‹‹‹‹‹‹‹‹‹‹‹‹‹‹‹‹‹‹‹‹‹‹‹‹‹‹‹‹‹‹‹‹‹‹‹‹‹‹‹‹‹‹‹‹‹‹‹‹‹‹‹‹‹‹‹‹‹‹‹‹‹‹‹‹‹‹‹‹‹‹‹‹‹‹‹‹‹‹‹‹‹‹‹‹‹‹‹‹‹‹‹‹‹‹‹‹‹‹‹‹‹‹‹‹‹‹‹‹‹‹‹‹‹‹‹‹‹‹‹‹‹‹‹‹‹‹‹‹‹‹‹‹‹‹‹‹‹‹‹‹‹‹‹‹‹‹‹‹‹‹‹‹‹‹‹‹‹‹‹‹‹‹‹‹‹‹‹‹‹‹‹‹‹‹‹‹‹‹‹‹‹‹‹‹‹‹‹‹‹‹‹‹‹‹‹‹‹‹‹‹‹‹‹‹‹‹‹‹‹‹‹‹‹‹‹‹‹‹‹‹‹‹‹‹‹‹‹‹‹‹‹‹‹‹‹‹‹‹‹‹‹‹‹‹‹‹‹‹‹‹‹‹‹‹‹‹ xyxy=(157,178,226,190)
aligned-base: A xyxy=(559,1062,568,1076)
aligned-base: G xyxy=(880,1062,890,1076)
gtex-tissue-bar[interactable] xyxy=(278,849,282,897)
position-label-4: 112,129,955 xyxy=(803,35,869,49)
aligned-base: C xyxy=(809,1062,818,1076)
gencode-transcript[interactable] xyxy=(157,225,949,241)
aligned-base: A xyxy=(845,1077,854,1091)
strand-arrows: ‹‹‹‹‹‹‹‹‹‹‹‹‹‹‹‹‹‹‹‹‹‹‹‹‹‹‹‹‹‹‹‹‹‹‹‹‹‹‹‹‹‹‹‹‹‹‹‹‹‹‹‹‹‹‹‹‹‹‹‹‹‹‹‹‹‹‹‹‹‹‹‹‹‹‹‹‹‹‹‹‹‹‹‹‹‹‹‹‹‹‹‹‹‹‹‹‹‹‹‹‹‹‹‹‹‹‹‹‹‹‹‹‹‹‹‹‹‹‹‹‹‹‹‹‹‹‹‹‹‹‹‹‹‹‹‹‹‹‹‹‹‹‹‹‹‹‹‹‹‹‹‹‹‹‹‹‹‹‹‹‹‹‹‹‹‹‹‹‹‹‹‹‹‹‹‹‹‹‹‹‹‹‹‹‹‹‹‹‹‹‹‹‹‹‹‹‹‹‹‹‹‹‹‹‹‹‹‹‹‹‹‹‹‹‹‹‹‹‹‹‹‹‹‹‹‹‹‹‹‹‹‹‹‹‹‹‹‹‹‹‹‹‹‹‹‹‹‹‹‹‹‹‹‹‹‹‹‹‹‹ xyxy=(157,306,226,318)
strand-arrows: ‹‹‹‹‹‹‹‹‹‹‹‹‹‹‹‹‹‹‹‹‹‹‹‹‹‹‹‹‹‹‹‹‹‹‹‹‹‹‹‹‹‹‹‹‹‹‹‹‹‹‹‹‹‹‹‹‹‹‹‹‹‹‹‹‹‹‹‹‹‹‹‹‹‹‹‹‹‹‹‹‹‹‹‹‹‹‹‹‹‹‹‹‹‹‹‹‹‹‹‹‹‹‹‹‹‹‹‹‹‹‹‹‹‹‹‹‹‹‹‹‹‹‹‹‹‹‹‹‹‹‹‹‹‹‹‹‹‹‹‹‹‹‹‹‹‹‹‹‹‹‹‹‹‹‹‹‹‹‹‹‹‹‹‹‹‹‹‹‹‹‹‹‹‹‹‹‹‹‹‹‹‹‹‹‹‹‹‹‹‹‹‹‹‹‹‹‹‹‹‹‹‹‹‹‹‹‹‹‹‹‹‹‹‹‹‹‹‹‹‹‹‹‹‹‹‹‹‹‹‹‹‹‹‹‹‹‹‹‹‹‹‹‹‹‹‹‹‹‹‹‹‹‹‹‹‹‹‹‹‹ xyxy=(157,130,226,142)
aligned-base: C xyxy=(702,1077,711,1091)
aligned-base: A xyxy=(845,1092,854,1106)
strand-label: ---> xyxy=(133,51,152,65)
insertion-marker xyxy=(875,1090,877,1120)
aligned-base: C xyxy=(702,1062,711,1076)
window-position-label: Window Position xyxy=(63,1,152,15)
position-label-2: 112,129,945 xyxy=(443,35,509,49)
aligned-base: C xyxy=(702,1047,711,1061)
phylop-logo-letter: G xyxy=(763,985,782,992)
gencode-row-label[interactable]: FYN xyxy=(128,464,152,478)
phylop-logo-letter: A xyxy=(656,985,673,992)
aligned-base: A xyxy=(309,1062,318,1076)
gtex-tissue-bar[interactable] xyxy=(286,849,290,897)
gencode-transcript[interactable] xyxy=(157,673,949,689)
multiz-track-title[interactable]: Multiz Alignments of 100 Vertebrates xyxy=(455,1018,651,1032)
publications-track-title[interactable]: Publications: Sequences in Scientific Articles xyxy=(454,721,652,732)
gencode-row-label[interactable]: FYN xyxy=(128,144,152,158)
aligned-base: C xyxy=(452,1092,461,1106)
base-letter: A xyxy=(416,51,425,65)
refseq-track-title[interactable]: RefSeq genes from NCBI xyxy=(496,689,610,700)
